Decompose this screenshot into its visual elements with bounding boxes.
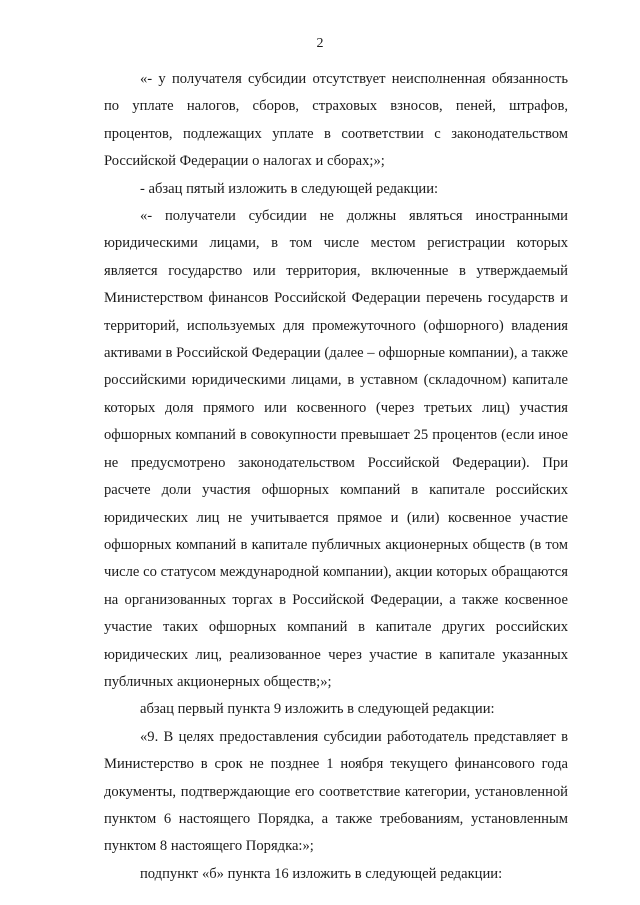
page-number: 2	[316, 36, 324, 51]
paragraph-point-9-instruction: абзац первый пункта 9 изложить в следующей редакции:	[140, 701, 495, 718]
paragraph-point-16-instruction: подпункт «б» пункта 16 изложить в следующей редакции:	[140, 865, 503, 882]
paragraph-offshore-companies: «- получатели субсидии не должны являться иностранными юридическими лицами, в том числе местом регистрации которых является государство или территория, включенные в утверждаемый Министерством финансов Российской Федерации перечень государств и территорий, используемых для промежуточного (офшорного) владения активами в Российской Федерации (далее – офшорные компании), а также российскими юридическими лицами, в уставном (складочном) капитале которых доля прямого или косвенного (через третьих лиц) участия офшорных компаний в совокупности превышает 25 процентов (если иное не предусмотрено законодательством Российской Федерации). При расчете доли участия офшорных компаний в капитале российских юридических лиц не учитывается прямое и (или) косвенное участие офшорных компаний в капитале публичных акционерных обществ (в том числе со статусом международной компании), акции которых обращаются на организованных торгах в Российской Федерации, а также косвенное участие таких офшорных компаний в капитале других российских юридических лиц, реализованное через участие в капитале указанных публичных акционерных обществ;»;	[104, 208, 568, 690]
document-body	[104, 66, 568, 888]
paragraph-fifth-paragraph-instruction: - абзац пятый изложить в следующей редакции:	[140, 180, 439, 197]
paragraph-point-9-text: «9. В целях предоставления субсидии работодатель представляет в Министерство в срок не позднее 1 ноября текущего финансового года документы, подтверждающие его соответствие категории, установленной пунктом 6 настоящего Порядка, а также требованиям, установленным пунктом 8 настоящего Порядка:»;	[104, 728, 568, 855]
paragraph-tax-obligation: «- у получателя субсидии отсутствует неисполненная обязанность по уплате налогов, сборов, страховых взносов, пеней, штрафов, процентов, подлежащих уплате в соответствии с законодательством Российской Федерации о налогах и сборах;»;	[104, 71, 568, 170]
